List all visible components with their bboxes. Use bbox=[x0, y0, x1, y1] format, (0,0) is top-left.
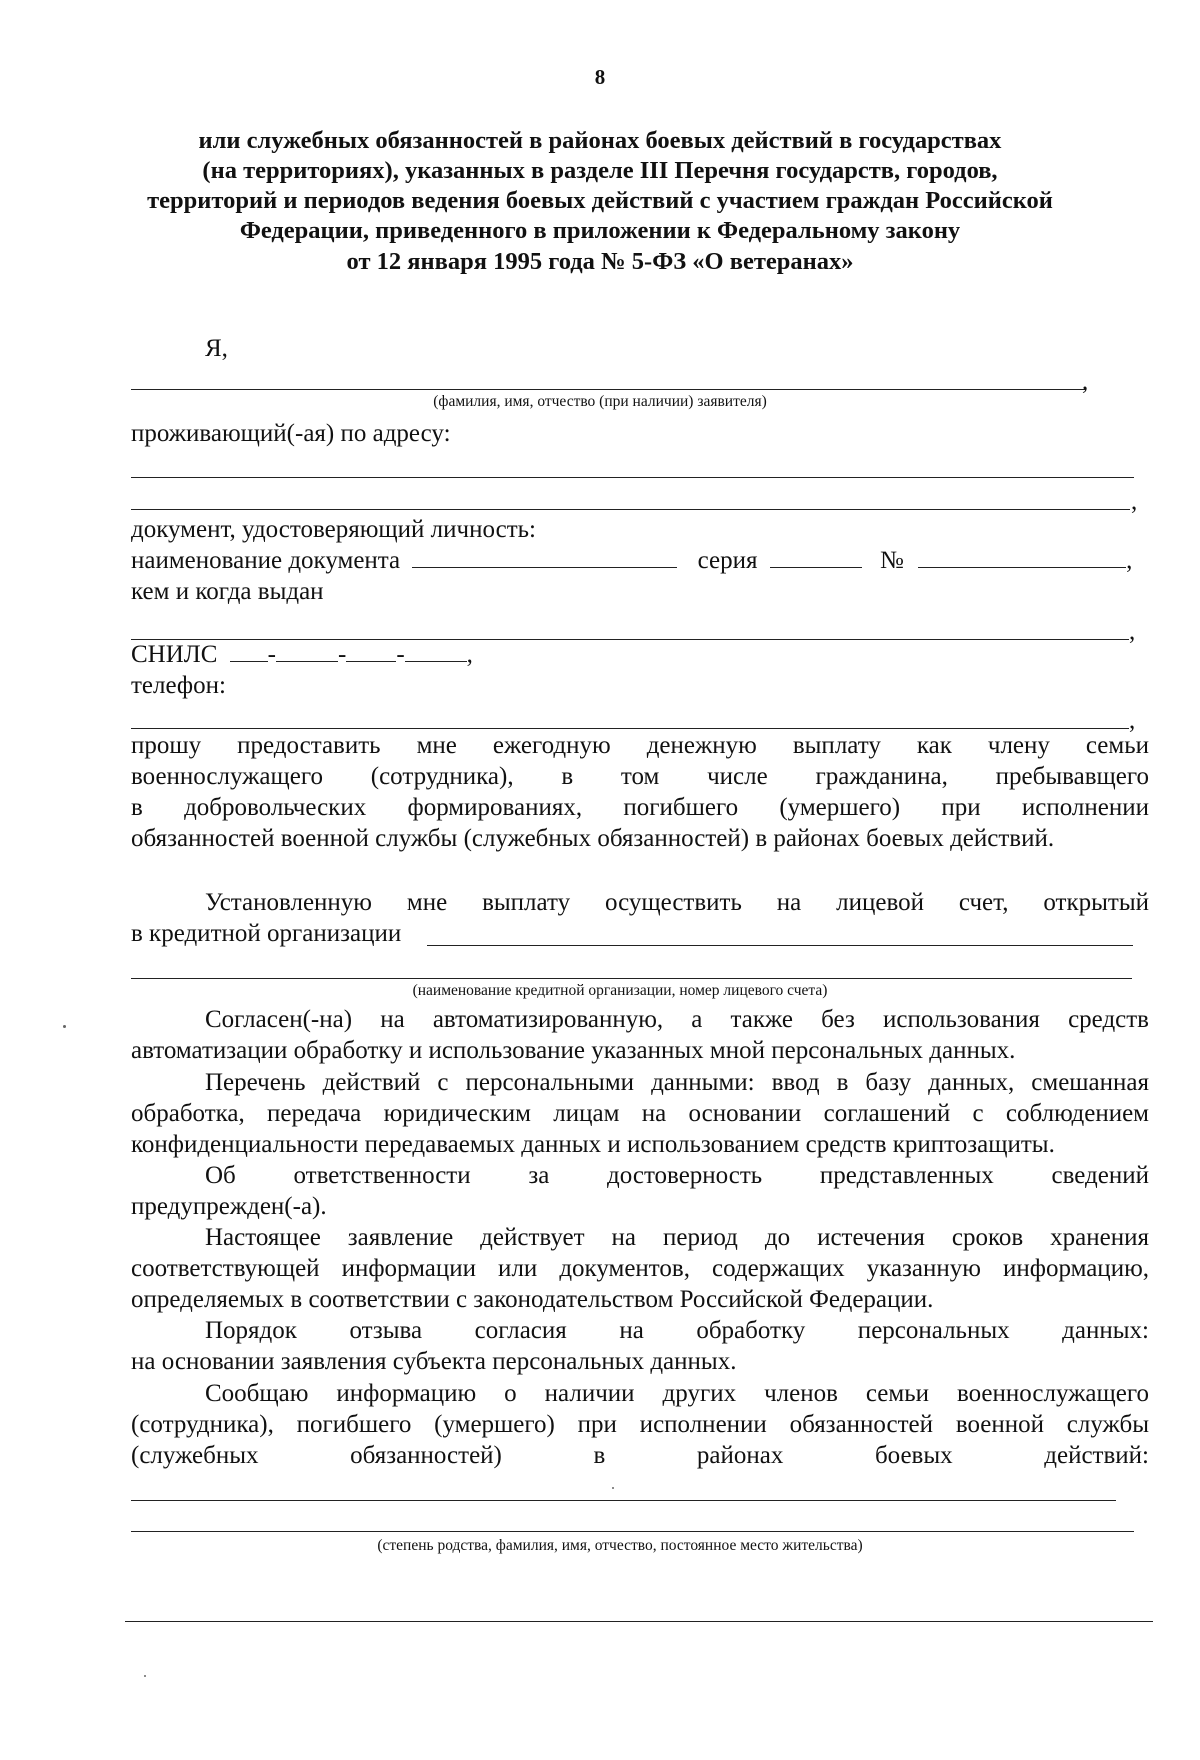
request-line: в добровольческих формированиях, погибшего (умершего) при исполнении bbox=[131, 794, 1149, 821]
consent-line: Порядок отзыва согласия на обработку персональных данных: bbox=[205, 1317, 1149, 1344]
heading-line: (на территориях), указанных в разделе III Перечня государств, городов, bbox=[202, 157, 998, 184]
doc-name-field[interactable] bbox=[412, 545, 677, 568]
consent-line: Настоящее заявление действует на период до истечения сроков хранения bbox=[205, 1224, 1149, 1251]
snils-part-4[interactable] bbox=[405, 639, 467, 662]
scan-speck bbox=[144, 1675, 146, 1677]
consent-line: Сообщаю информацию о наличии других членов семьи военнослужащего bbox=[205, 1380, 1149, 1407]
doc-name-row bbox=[131, 545, 1132, 576]
heading-line: от 12 января 1995 года № 5-ФЗ «О ветеранах» bbox=[346, 248, 854, 275]
phone-comma: , bbox=[1129, 707, 1136, 734]
credit-org-field-line-1[interactable] bbox=[427, 945, 1133, 946]
snils-comma: , bbox=[466, 641, 473, 668]
heading-line: Федерации, приведенного в приложении к Федеральному закону bbox=[239, 217, 961, 244]
relatives-caption: (степень родства, фамилия, имя, отчество, постоянное место жительства) bbox=[377, 1537, 863, 1554]
issued-label: кем и когда выдан bbox=[131, 578, 324, 605]
address-field-line-2[interactable] bbox=[131, 509, 1130, 510]
scan-speck bbox=[63, 1025, 66, 1028]
series-label: серия bbox=[697, 547, 758, 574]
number-comma: , bbox=[1126, 547, 1133, 574]
fio-comma: , bbox=[1082, 368, 1089, 395]
number-label: № bbox=[880, 547, 904, 574]
consent-line: автоматизации обработку и использование указанных мной персональных данных. bbox=[131, 1037, 1016, 1064]
consent-line: определяемых в соответствии с законодательством Российской Федерации. bbox=[131, 1286, 934, 1313]
doc-name-label: наименование документа bbox=[131, 547, 401, 574]
scan-speck bbox=[612, 1487, 614, 1489]
payment-line-1: Установленную мне выплату осуществить на лицевой счет, открытый bbox=[205, 889, 1149, 916]
consent-line: конфиденциальности передаваемых данных и использованием средств криптозащиты. bbox=[131, 1131, 1055, 1158]
snils-part-3[interactable] bbox=[346, 639, 396, 662]
phone-label: телефон: bbox=[131, 672, 226, 699]
snils-dash: - bbox=[267, 641, 276, 668]
address-comma: , bbox=[1131, 488, 1138, 515]
number-field[interactable] bbox=[918, 545, 1126, 568]
consent-line: обработка, передача юридическим лицам на основании соглашений с соблюдением bbox=[131, 1100, 1149, 1127]
payment-line-2: в кредитной организации bbox=[131, 920, 402, 947]
page-number: 8 bbox=[594, 65, 606, 89]
snils-part-2[interactable] bbox=[276, 639, 338, 662]
request-line: военнослужащего (сотрудника), в том числе гражданина, пребывавщего bbox=[131, 763, 1149, 790]
snils-dash: - bbox=[396, 641, 405, 668]
credit-org-caption: (наименование кредитной организации, номер лицевого счета) bbox=[412, 982, 828, 999]
consent-line: соответствующей информации или документов, содержащих указанную информацию, bbox=[131, 1255, 1149, 1282]
snils-label: СНИЛС bbox=[131, 641, 218, 668]
snils-dash: - bbox=[338, 641, 347, 668]
heading-line: территорий и периодов ведения боевых действий с участием граждан Российской bbox=[147, 187, 1053, 214]
fio-field-line[interactable] bbox=[131, 389, 1086, 390]
credit-org-field-line-2[interactable] bbox=[131, 978, 1132, 979]
request-line: обязанностей военной службы (служебных обязанностей) в районах боевых действий. bbox=[131, 825, 1055, 852]
ya-label: Я, bbox=[205, 335, 228, 362]
issued-comma: , bbox=[1129, 618, 1136, 645]
consent-line: (сотрудника), погибшего (умершего) при исполнении обязанностей военной службы bbox=[131, 1411, 1149, 1438]
id-doc-label: документ, удостоверяющий личность: bbox=[131, 516, 536, 543]
consent-line: Перечень действий с персональными данными: ввод в базу данных, смешанная bbox=[205, 1069, 1149, 1096]
request-line: прошу предоставить мне ежегодную денежную выплату как члену семьи bbox=[131, 732, 1149, 759]
relatives-field-line-2[interactable] bbox=[131, 1531, 1134, 1532]
relatives-field-line-3[interactable] bbox=[125, 1621, 1153, 1622]
phone-field-line[interactable] bbox=[131, 728, 1129, 729]
address-field-line-1[interactable] bbox=[131, 477, 1134, 478]
consent-line: предупрежден(-а). bbox=[131, 1193, 327, 1220]
address-label: проживающий(-ая) по адресу: bbox=[131, 420, 451, 447]
relatives-field-line-1[interactable] bbox=[131, 1500, 1116, 1501]
consent-line: Согласен(-на) на автоматизированную, а также без использования средств bbox=[205, 1006, 1149, 1033]
series-field[interactable] bbox=[770, 545, 862, 568]
snils-row bbox=[131, 639, 473, 670]
consent-line: Об ответственности за достоверность представленных сведений bbox=[205, 1162, 1149, 1189]
consent-line: на основании заявления субъекта персональных данных. bbox=[131, 1348, 737, 1375]
fio-caption: (фамилия, имя, отчество (при наличии) заявителя) bbox=[433, 393, 767, 410]
heading-line: или служебных обязанностей в районах боевых действий в государствах bbox=[198, 127, 1002, 154]
consent-line: (служебных обязанностей) в районах боевых действий: bbox=[131, 1442, 1149, 1469]
snils-part-1[interactable] bbox=[230, 639, 268, 662]
